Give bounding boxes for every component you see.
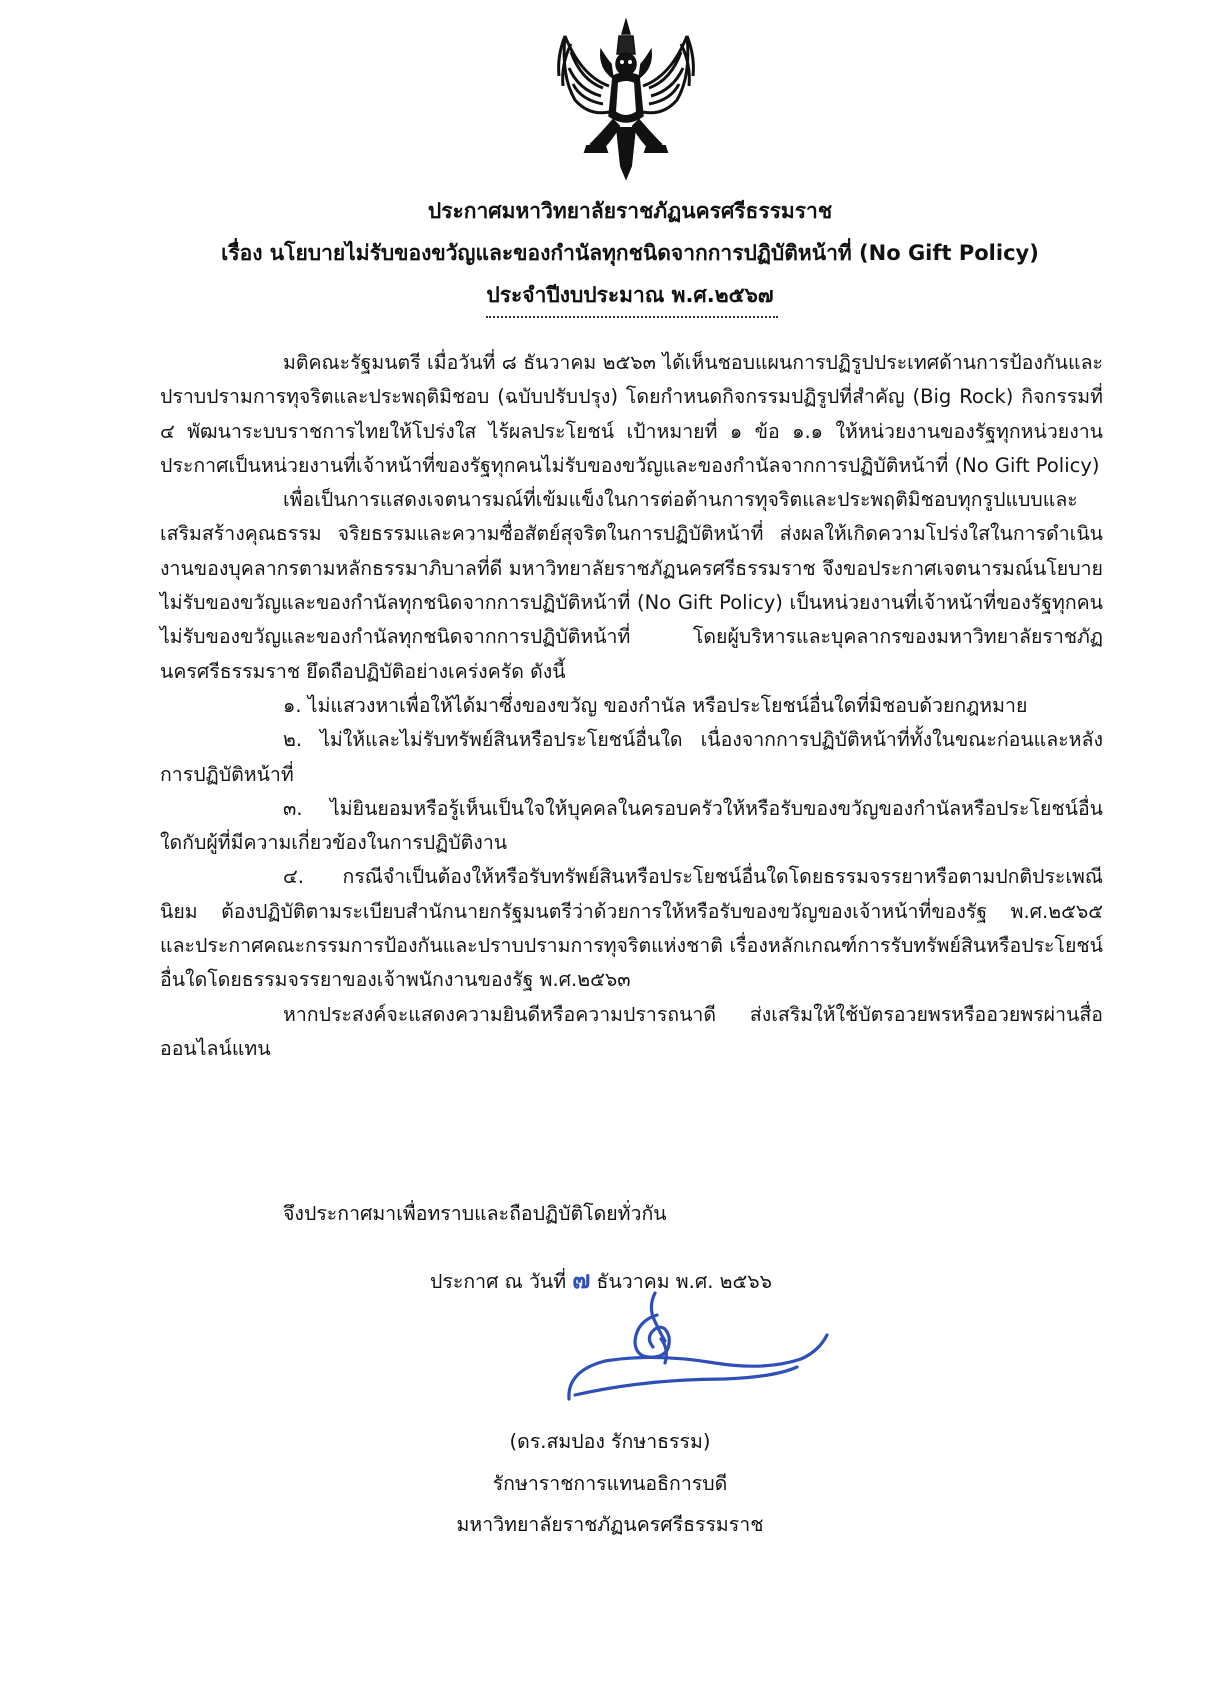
signatory-name: (ดร.สมปอง รักษาธรรม) xyxy=(509,1430,711,1453)
policy-item-3: ๓. ไม่ยินยอมหรือรู้เห็นเป็นใจให้บุคคลในครอบครัวให้หรือรับของขวัญของกำนัลหรือประโยชน์อื่นใดกับผู้ที่มีความเกี่ยวข้องในการปฏิบัติงาน xyxy=(160,796,1103,855)
announcement-body xyxy=(160,346,1103,1066)
policy-item-4: ๔. กรณีจำเป็นต้องให้หรือรับทรัพย์สินหรือประโยชน์อื่นใดโดยธรรมจรรยาหรือตามปกติประเพณีนิยม ต้องปฏิบัติตามระเบียบสำนักนายกรัฐมนตรีว่าด้วยการให้หรือรับของขวัญของเจ้าหน้าที่ของรัฐ พ.ศ.๒๕๖๕ และประกาศคณะกรรมการป้องกันและปราบปรามการทุจริตแห่งชาติ เรื่องหลักเกณฑ์การรับทรัพย์สินหรือประโยชน์อื่นใดโดยธรรมจรรยาของเจ้าพนักงานของรัฐ พ.ศ.๒๕๖๓ xyxy=(160,865,1103,992)
date-day-handwritten: ๗ xyxy=(572,1266,591,1294)
signatory-organization: มหาวิทยาลัยราชภัฏนครศรีธรรมราช xyxy=(456,1513,764,1536)
fiscal-year: ประจำปีงบประมาณ พ.ศ.๒๕๖๗ xyxy=(486,283,774,307)
paragraph-greetings: หากประสงค์จะแสดงความยินดีหรือความปรารถนาดี ส่งเสริมให้ใช้บัตรอวยพรหรืออวยพรผ่านสื่อออนไลน์แทน xyxy=(160,1002,1103,1060)
divider xyxy=(486,316,778,318)
date-suffix: ธันวาคม พ.ศ. ๒๕๖๖ xyxy=(596,1270,772,1293)
policy-item-1: ๑. ไม่แสวงหาเพื่อให้ได้มาซึ่งของขวัญ ของกำนัล หรือประโยชน์อื่นใดที่มิชอบด้วยกฎหมาย xyxy=(283,693,1028,717)
policy-item-2: ๒. ไม่ให้และไม่รับทรัพย์สินหรือประโยชน์อื่นใด เนื่องจากการปฏิบัติหน้าที่ทั้งในขณะก่อนและหลังการปฏิบัติหน้าที่ xyxy=(160,728,1103,786)
announcement-subject: เรื่อง นโยบายไม่รับของขวัญและของกำนัลทุกชนิดจากการปฏิบัติหน้าที่ (No Gift Policy) xyxy=(221,241,1039,265)
garuda-emblem-icon xyxy=(551,16,701,186)
announcement-title: ประกาศมหาวิทยาลัยราชภัฏนครศรีธรรมราช xyxy=(427,199,833,223)
paragraph-intent: เพื่อเป็นการแสดงเจตนารมณ์ที่เข้มแข็งในการต่อต้านการทุจริตและประพฤติมิชอบทุกรูปแบบและเสริมสร้างคุณธรรม จริยธรรมและความซื่อสัตย์สุจริตในการปฏิบัติหน้าที่ ส่งผลให้เกิดความโปร่งใสในการดำเนินงานของบุคลากรตามหลักธรรมาภิบาลที่ดี มหาวิทยาลัยราชภัฏนครศรีธรรมราช จึงขอประกาศเจตนารมณ์นโยบายไม่รับของขวัญและของกำนัลทุกชนิดจากการปฏิบัติหน้าที่ (No Gift Policy) เป็นหน่วยงานที่เจ้าหน้าที่ของรัฐทุกคนไม่รับของขวัญและของกำนัลทุกชนิดจากการปฏิบัติหน้าที่ โดยผู้บริหารและบุคลากรของมหาวิทยาลัยราชภัฏนครศรีธรรมราช ยึดถือปฏิบัติอย่างเคร่งครัด ดังนี้ xyxy=(160,488,1103,683)
date-prefix: ประกาศ ณ วันที่ xyxy=(430,1270,567,1293)
paragraph-cabinet-resolution: มติคณะรัฐมนตรี เมื่อวันที่ ๘ ธันวาคม ๒๕๖๓ ได้เห็นชอบแผนการปฏิรูปประเทศด้านการป้องกันและปราบปรามการทุจริตและประพฤติมิชอบ (ฉบับปรับปรุง) โดยกำหนดกิจกรรมปฏิรูปที่สำคัญ (Big Rock) กิจกรรมที่ ๔ พัฒนาระบบราชการไทยให้โปร่งใส ไร้ผลประโยชน์ เป้าหมายที่ ๑ ข้อ ๑.๑ ให้หน่วยงานของรัฐทุกหน่วยงานประกาศเป็นหน่วยงานที่เจ้าหน้าที่ของรัฐทุกคนไม่รับของขวัญและของกำนัลจากการปฏิบัติหน้าที่ (No Gift Policy) xyxy=(160,351,1103,477)
handwritten-signature xyxy=(565,1287,835,1407)
signatory-position: รักษาราชการแทนอธิการบดี xyxy=(492,1472,728,1495)
closing-statement: จึงประกาศมาเพื่อทราบและถือปฏิบัติโดยทั่วกัน xyxy=(283,1202,667,1225)
